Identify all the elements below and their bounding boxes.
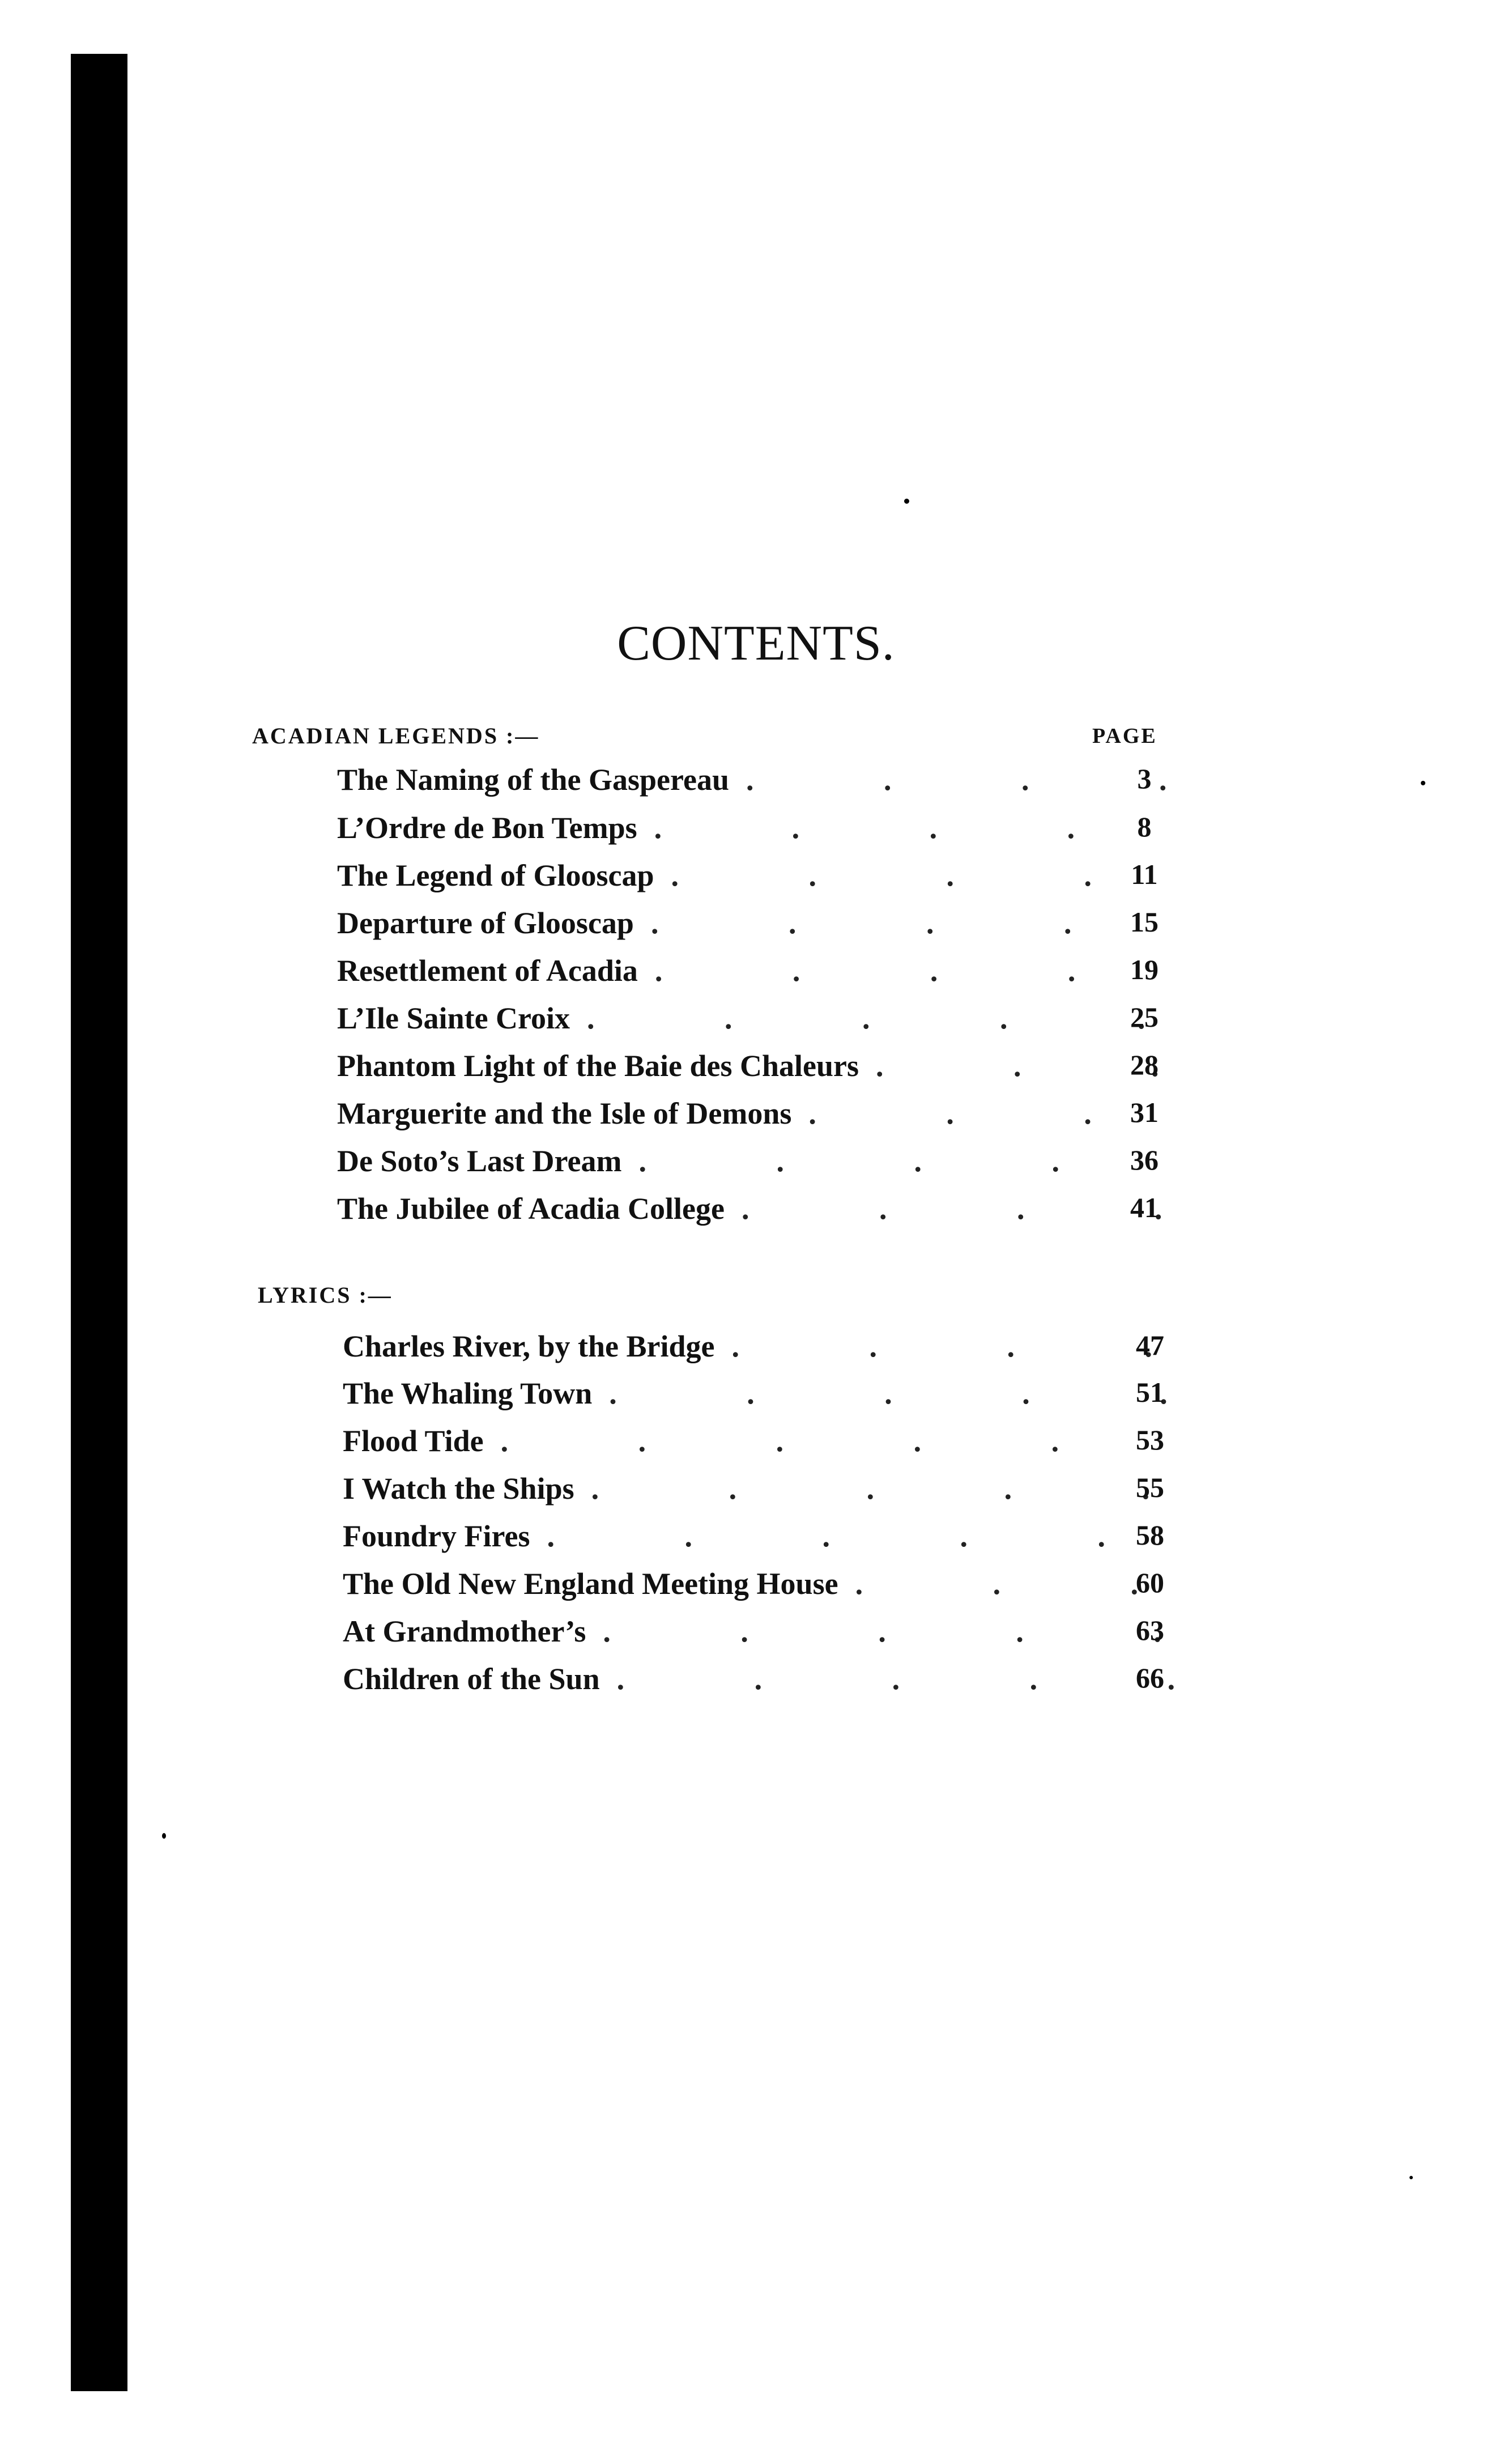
toc-entry[interactable] (343, 1566, 1181, 1611)
toc-entry-page: 55 (1136, 1472, 1164, 1503)
scan-speck (904, 499, 909, 504)
scan-speck (1409, 2176, 1413, 2179)
toc-entry-page: 36 (1130, 1144, 1159, 1176)
leader-dots (637, 810, 1175, 845)
toc-entry-page: 60 (1136, 1567, 1164, 1598)
page-column-heading: PAGE (1092, 724, 1157, 748)
toc-entry[interactable] (343, 1519, 1181, 1564)
toc-entry-title: Resettlement of Acadia (337, 954, 638, 988)
section-label-acadian-legends: ACADIAN LEGENDS :— (252, 723, 540, 749)
leader-dots (714, 1329, 1181, 1364)
toc-entry-title: The Jubilee of Acadia College (337, 1192, 725, 1226)
toc-entry[interactable] (343, 1376, 1181, 1421)
toc-entry-page: 3 (1137, 763, 1152, 794)
toc-entry-page: 47 (1136, 1329, 1164, 1361)
toc-entry-page: 28 (1130, 1049, 1159, 1081)
toc-entry-title: L’Ile Sainte Croix (337, 1001, 570, 1035)
scan-speck (162, 1833, 166, 1839)
toc-entry-page: 19 (1130, 954, 1159, 985)
toc-entry[interactable] (337, 1143, 1175, 1189)
book-spine-shadow (71, 54, 127, 2391)
toc-entry[interactable] (343, 1423, 1181, 1469)
toc-entry[interactable] (337, 1096, 1175, 1141)
toc-entry[interactable] (337, 858, 1175, 903)
leader-dots (592, 1376, 1181, 1411)
toc-entry-page: 63 (1136, 1614, 1164, 1646)
toc-entry[interactable] (343, 1471, 1181, 1516)
toc-entry-title: Phantom Light of the Baie des Chaleurs (337, 1049, 859, 1083)
toc-entry[interactable] (343, 1329, 1181, 1374)
leader-dots (574, 1471, 1181, 1506)
toc-entry[interactable] (337, 762, 1175, 807)
leader-dots (729, 762, 1175, 797)
toc-entry-title: I Watch the Ships (343, 1472, 574, 1506)
toc-entry-page: 31 (1130, 1096, 1159, 1128)
toc-entry-page: 41 (1130, 1192, 1159, 1223)
leader-dots (570, 1001, 1175, 1036)
leader-dots (484, 1423, 1181, 1459)
toc-entry[interactable] (337, 905, 1175, 951)
toc-entry-title: Charles River, by the Bridge (343, 1329, 715, 1363)
toc-entry-title: De Soto’s Last Dream (337, 1144, 622, 1178)
toc-entry-page: 53 (1136, 1424, 1164, 1456)
toc-entry-title: At Grandmother’s (343, 1614, 586, 1648)
leader-dots (621, 1143, 1175, 1179)
toc-entry-title: Flood Tide (343, 1424, 484, 1458)
toc-entry[interactable] (337, 1001, 1175, 1046)
leader-dots (725, 1191, 1175, 1226)
toc-entry-title: L’Ordre de Bon Temps (337, 811, 637, 845)
toc-entry[interactable] (343, 1661, 1181, 1707)
leader-dots (634, 905, 1175, 941)
section-label-lyrics: LYRICS :— (258, 1282, 393, 1308)
leader-dots (530, 1519, 1181, 1554)
leader-dots (638, 953, 1175, 988)
toc-entry-title: The Legend of Glooscap (337, 858, 654, 892)
toc-entry-page: 58 (1136, 1519, 1164, 1551)
leader-dots (600, 1661, 1181, 1696)
toc-entry-page: 11 (1131, 858, 1158, 890)
toc-entry-page: 51 (1136, 1376, 1164, 1408)
page-title: CONTENTS. (617, 616, 895, 671)
toc-entry-page: 66 (1136, 1662, 1164, 1694)
toc-entry[interactable] (337, 1048, 1175, 1094)
toc-entry-title: The Whaling Town (343, 1376, 593, 1410)
toc-entry-title: Marguerite and the Isle of Demons (337, 1096, 792, 1130)
toc-entry-title: Foundry Fires (343, 1519, 530, 1553)
toc-entry-page: 8 (1137, 811, 1152, 843)
toc-entry-page: 15 (1130, 906, 1159, 938)
toc-entry-title: The Naming of the Gaspereau (337, 763, 730, 797)
toc-entry[interactable] (337, 953, 1175, 998)
toc-entry-page: 25 (1130, 1001, 1159, 1033)
leader-dots (654, 858, 1175, 893)
toc-entry-title: Departure of Glooscap (337, 906, 634, 940)
toc-entry[interactable] (337, 1191, 1175, 1236)
toc-entry[interactable] (343, 1614, 1181, 1659)
scan-speck (1421, 781, 1425, 785)
toc-entry[interactable] (337, 810, 1175, 856)
toc-entry-title: Children of the Sun (343, 1662, 600, 1696)
toc-entry-title: The Old New England Meeting House (343, 1567, 838, 1601)
leader-dots (586, 1614, 1181, 1649)
